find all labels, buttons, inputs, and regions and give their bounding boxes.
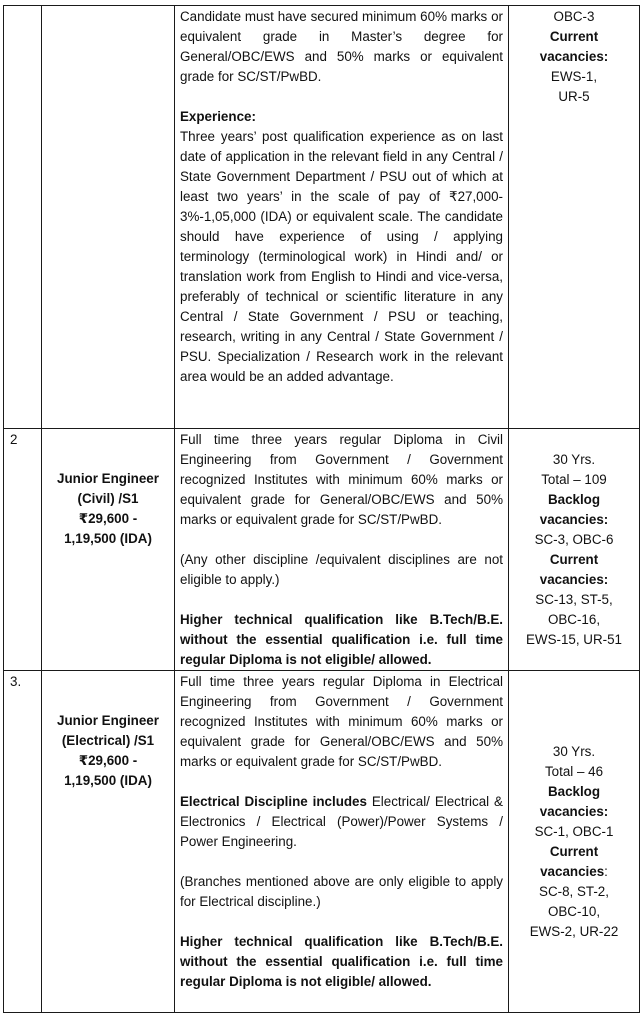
qualification-para2: (Any other discipline /equivalent disciplines are not eligible to apply.) xyxy=(180,552,503,587)
current-vacancies-line1: EWS-1, xyxy=(550,69,598,84)
post-title-line1: Junior Engineer xyxy=(57,471,159,486)
current-vacancies-label xyxy=(512,842,636,882)
current-vacancies-line2: UR-5 xyxy=(558,89,590,104)
qualification-cell xyxy=(175,6,509,429)
current-vacancies-colon: : xyxy=(604,863,608,879)
serial-number-cell: 2 xyxy=(4,429,42,671)
recruitment-table xyxy=(3,5,640,1013)
table-row xyxy=(4,671,640,1013)
current-vacancies-line3: EWS-15, UR-51 xyxy=(526,631,622,647)
serial-number-cell xyxy=(4,6,42,429)
current-vacancies-line1: SC-13, ST-5, xyxy=(535,591,613,607)
post-cell xyxy=(42,429,175,671)
pay-scale-line2: 1,19,500 (IDA) xyxy=(64,773,152,788)
vacancies-cell xyxy=(509,6,640,429)
post-cell xyxy=(42,6,175,429)
qualification-note: Higher technical qualification like B.Tech/B.E. without the essential qualification i.e. full time regular Diploma is not eligible/ allowed. xyxy=(180,934,503,989)
pay-scale-line2: 1,19,500 (IDA) xyxy=(64,531,152,546)
serial-number-cell: 3. xyxy=(4,671,42,1013)
backlog-vacancies: SC-1, OBC-1 xyxy=(534,823,614,839)
current-vacancies-line3: EWS-2, UR-22 xyxy=(529,923,619,939)
backlog-tail: OBC-3 xyxy=(553,9,595,24)
current-vacancies-label: Current vacancies: xyxy=(539,29,609,64)
table-row xyxy=(4,6,640,429)
vacancies-cell xyxy=(509,671,640,1013)
current-vacancies-line2: OBC-10, xyxy=(547,903,601,919)
backlog-vacancies-label: Backlog vacancies: xyxy=(539,783,609,819)
age-limit: 30 Yrs. xyxy=(552,743,596,759)
electrical-discipline-list: Electrical/ Electrical & Electronics / Electrical (Power)/Power Systems / Power Engineering. xyxy=(180,794,503,849)
qualification-para1: Full time three years regular Diploma in Civil Engineering from Government / Government recognized Institutes with minimum 60% marks or equivalent grade for General/OBC/EWS and 50% marks or equivalent grade for SC/ST/PwBD. xyxy=(180,432,503,527)
pay-scale-line1: ₹29,600 - xyxy=(78,753,138,768)
total-vacancies: Total – 46 xyxy=(544,763,604,779)
experience-heading: Experience: xyxy=(180,109,256,124)
backlog-vacancies-label: Backlog vacancies: xyxy=(539,491,609,527)
qualification-cell xyxy=(175,671,509,1013)
vacancies-cell xyxy=(509,429,640,671)
electrical-discipline-label: Electrical Discipline includes xyxy=(180,794,367,809)
post-title-line2: (Electrical) /S1 xyxy=(61,733,155,748)
current-vacancies-label: Current vacancies: xyxy=(539,551,609,587)
qualification-intro: Candidate must have secured minimum 60% marks or equivalent grade in Master’s degree for General/OBC/EWS and 50% marks or equivalent grade for SC/ST/PwBD. xyxy=(180,9,503,84)
post-cell xyxy=(42,671,175,1013)
post-title-line1: Junior Engineer xyxy=(57,713,159,728)
backlog-vacancies: SC-3, OBC-6 xyxy=(534,531,614,547)
table-row xyxy=(4,429,640,671)
qualification-cell xyxy=(175,429,509,671)
qualification-para3: (Branches mentioned above are only eligible to apply for Electrical discipline.) xyxy=(180,874,503,909)
pay-scale-line1: ₹29,600 - xyxy=(78,511,138,526)
total-vacancies: Total – 109 xyxy=(541,471,607,487)
qualification-note: Higher technical qualification like B.Tech/B.E. without the essential qualification i.e. full time regular Diploma is not eligible/ allowed. xyxy=(180,612,503,667)
experience-text: Three years’ post qualification experience as on last date of application in the relevant field in any Central / State Government Department / PSU out of which at least two years’ in the scale of pay of ₹27,000-3%-1,05,000 (IDA) or equivalent scale. The candidate should have experience of using / applying terminology (terminological work) in Hindi and/ or translation work from English to Hindi and vice-versa, preferably of technical or scientific literature in any Central / State Government / PSU or teaching, research, writing in any Central / State Government / PSU. Specialization / Research work in the relevant area would be an added advantage. xyxy=(180,129,503,384)
current-vacancies-line2: OBC-16, xyxy=(547,611,601,627)
post-title-line2: (Civil) /S1 xyxy=(77,491,139,506)
qualification-para1: Full time three years regular Diploma in Electrical Engineering from Government / Government recognized Institutes with minimum 60% marks or equivalent grade for General/OBC/EWS and 50% marks or equivalent grade for SC/ST/PwBD. xyxy=(180,674,503,769)
current-vacancies-label-text: Current vacancies xyxy=(540,843,605,879)
current-vacancies-line1: SC-8, ST-2, xyxy=(539,883,609,899)
age-limit: 30 Yrs. xyxy=(552,451,596,467)
qualification-para2 xyxy=(180,792,503,852)
